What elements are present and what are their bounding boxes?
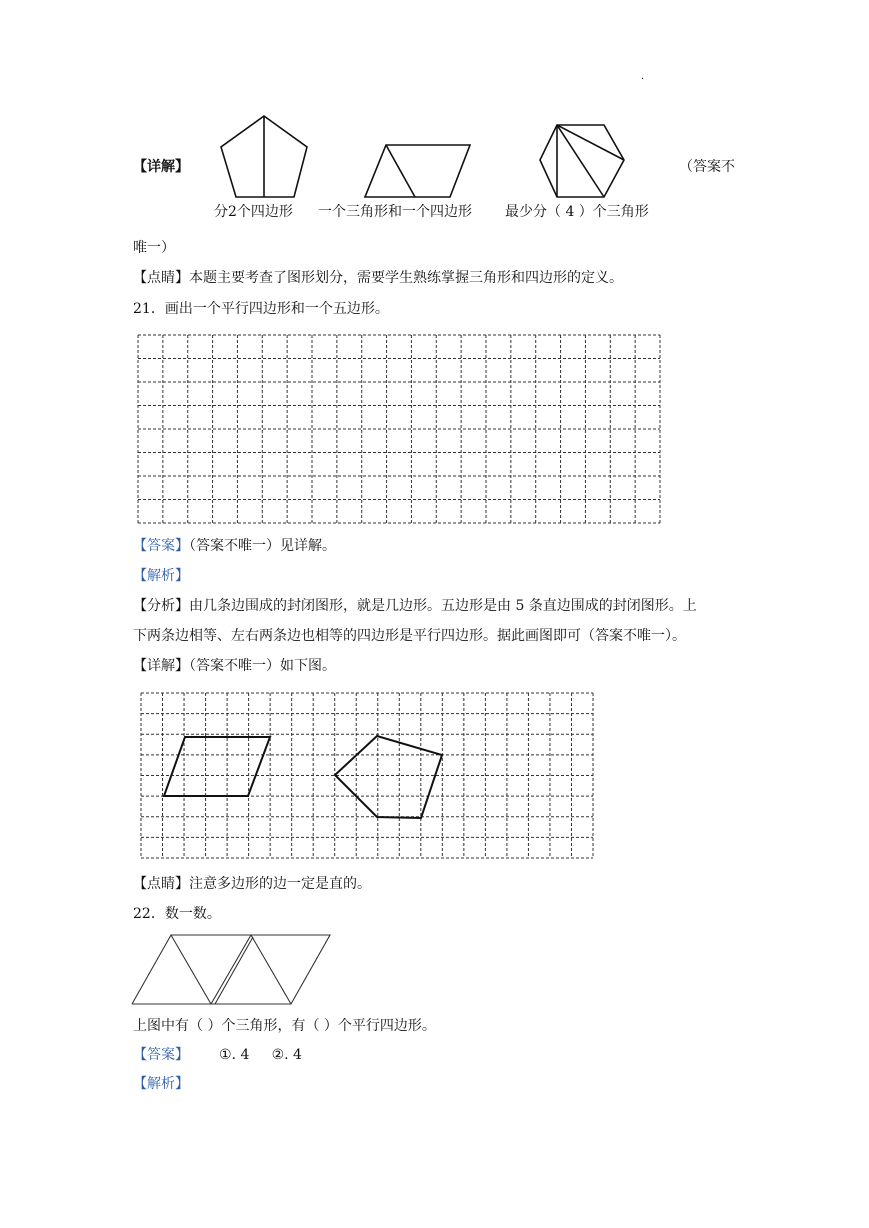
- divider-line: [386, 145, 415, 197]
- triangle-strip-figure: [131, 933, 336, 1008]
- answer-text-q21: （答案不唯一）见详解。: [189, 538, 336, 554]
- tip-q20: 【点睛】本题主要考查了图形划分，需要学生熟练掌握三角形和四边形的定义。: [133, 270, 623, 286]
- question-22: 22．数一数。: [133, 906, 221, 922]
- parallelogram-drawing: [164, 737, 270, 796]
- hexagon-split-figure: [537, 122, 637, 212]
- pentagon-drawing: [335, 736, 442, 818]
- parallelogram-outline: [365, 145, 470, 197]
- analysis-label-q22: 【解析】: [133, 1076, 189, 1092]
- answer-label-q22: 【答案】: [133, 1047, 189, 1063]
- analysis-line-2: 下两条边相等、左右两条边也相等的四边形是平行四边形。据此画图即可（答案不唯一）。: [133, 628, 686, 644]
- strip-line: [251, 935, 291, 1004]
- strip-line: [215, 937, 253, 1004]
- detail-label-q20: 【详解】: [133, 159, 189, 175]
- answer-text-q22: ①. 4 ②. 4: [219, 1047, 302, 1063]
- strip-line: [171, 935, 211, 1004]
- analysis-line-1: 【分析】由几条边围成的封闭图形，就是几边形。五边形是由 5 条直边围成的封闭图形。上: [133, 598, 697, 614]
- answer-grid: [140, 692, 595, 860]
- analysis-label-q21: 【解析】: [133, 568, 189, 584]
- answer-note-1: （答案不: [679, 159, 735, 175]
- answer-note-2: 唯一）: [133, 240, 175, 256]
- detail-q21: 【详解】（答案不唯一）如下图。: [133, 658, 336, 674]
- hexagon-outline: [540, 125, 624, 197]
- header-mark: ·: [641, 74, 645, 85]
- caption-1: 分2个四边形: [214, 204, 293, 220]
- fill-blank-q22: 上图中有（ ）个三角形，有（ ）个平行四边形。: [133, 1018, 436, 1034]
- question-21: 21．画出一个平行四边形和一个五边形。: [133, 301, 389, 317]
- divider-line: [557, 125, 604, 197]
- tip-q21: 【点睛】注意多边形的边一定是直的。: [133, 876, 371, 892]
- caption-2: 一个三角形和一个四边形: [318, 204, 472, 220]
- strip-line: [211, 935, 251, 1004]
- caption-3: 最少分（ 4 ）个三角形: [505, 204, 649, 220]
- pentagon-split-figure: [218, 113, 318, 203]
- blank-grid: [137, 334, 662, 524]
- answer-label-q21: 【答案】: [133, 538, 189, 554]
